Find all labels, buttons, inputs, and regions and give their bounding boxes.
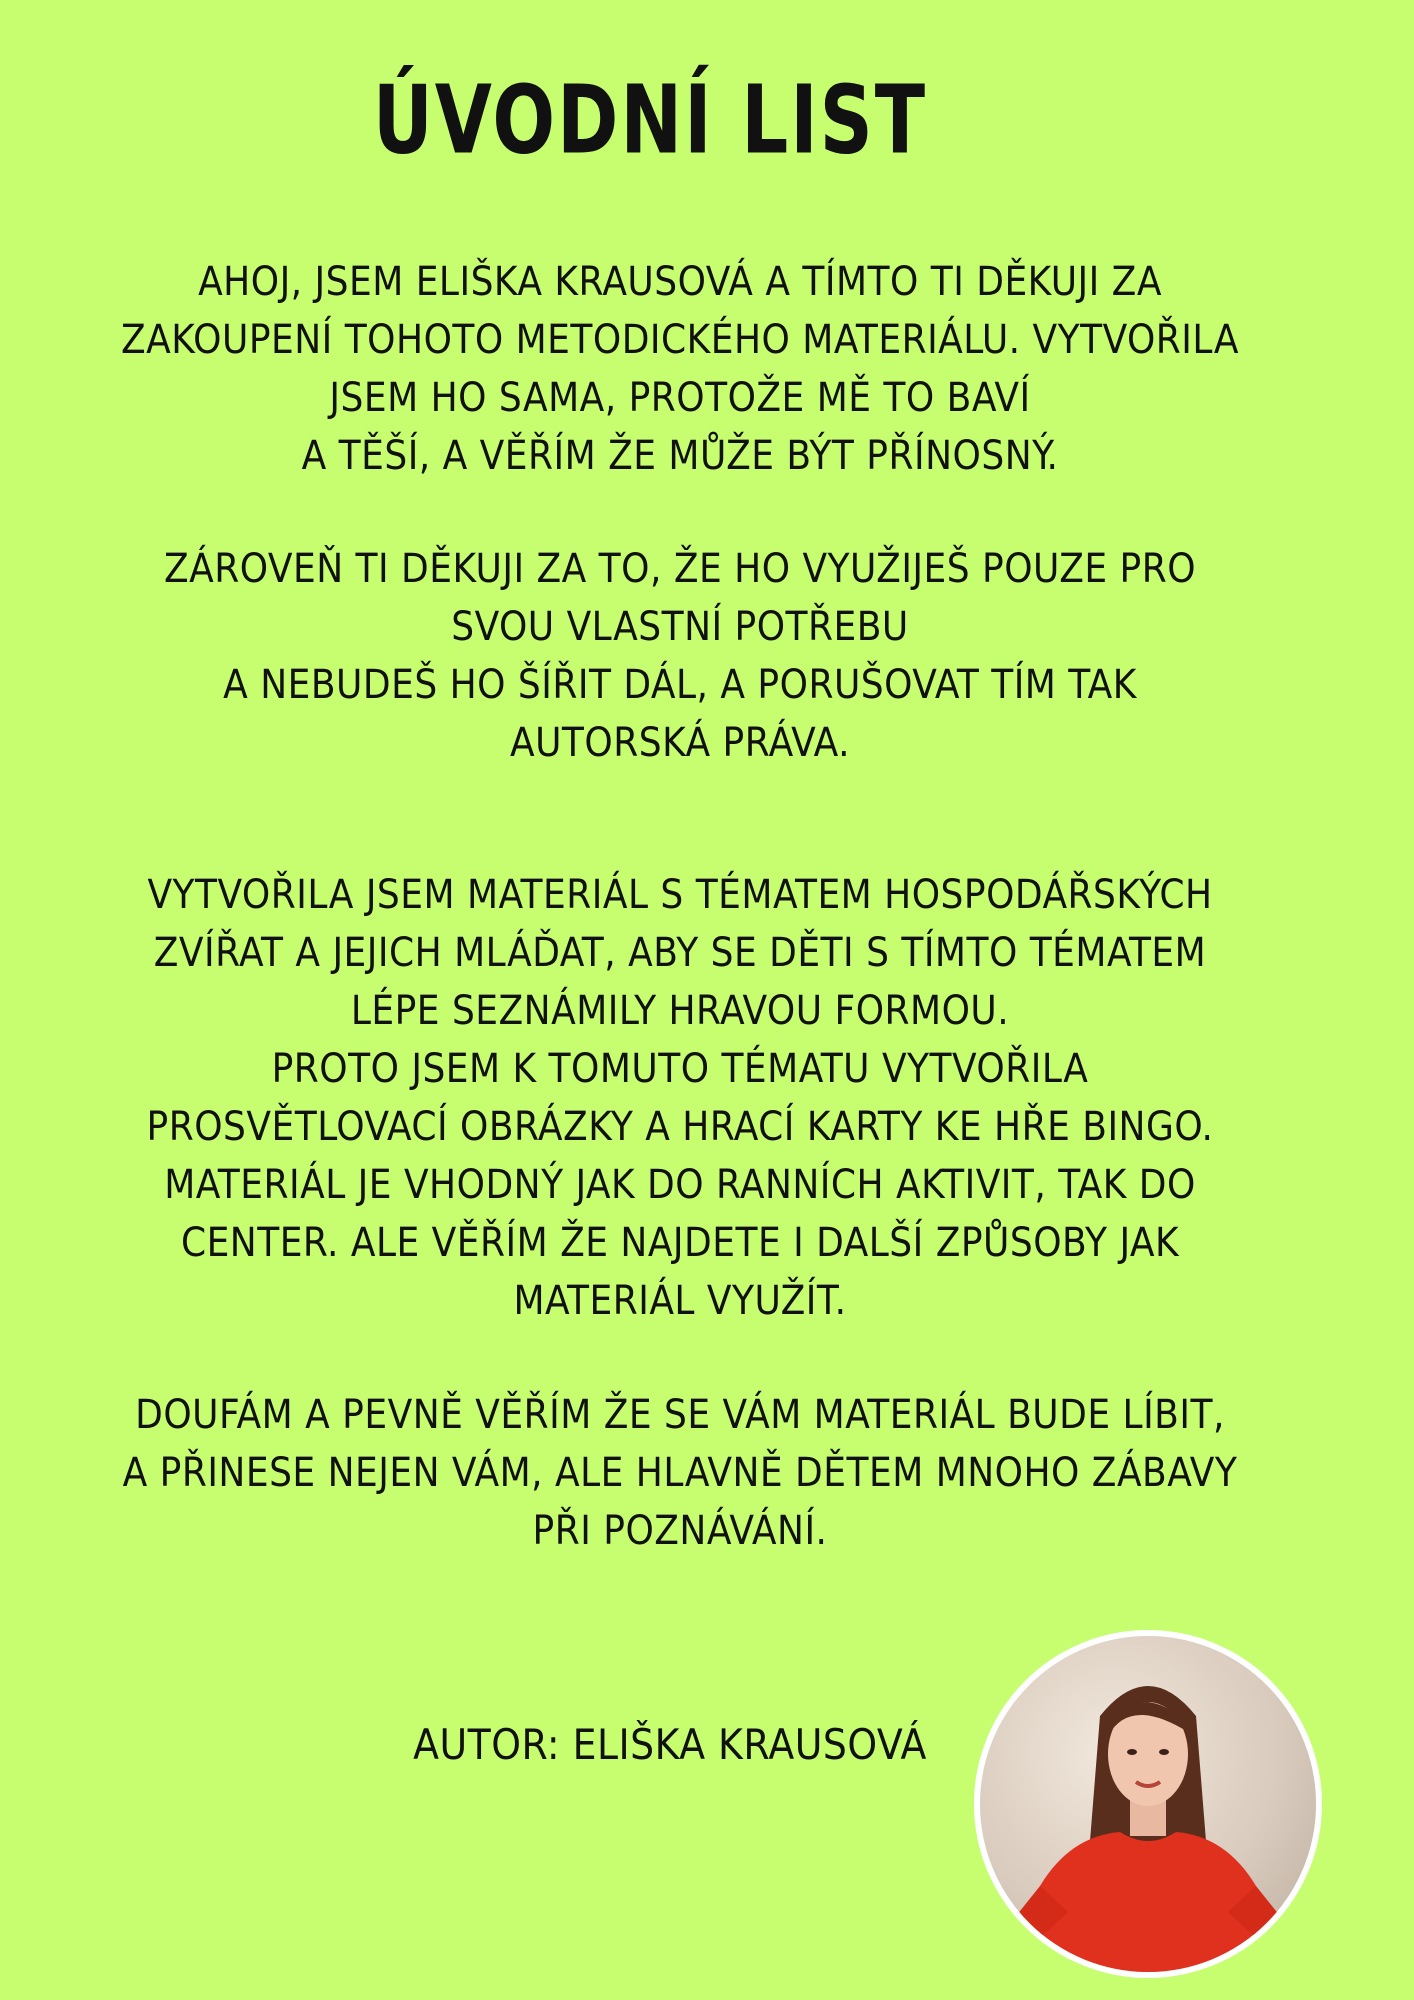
text-line: SVOU VLASTNÍ POTŘEBU (451, 604, 909, 650)
page-title: ÚVODNÍ LIST (372, 66, 928, 176)
text-line: A TĚŠÍ, A VĚŘÍM ŽE MŮŽE BÝT PŘÍNOSNÝ. (301, 433, 1059, 479)
paragraph-intro (60, 253, 1300, 485)
eye-shape (1127, 1749, 1137, 1755)
author-portrait-illustration (980, 1636, 1316, 1972)
paragraph-closing (60, 1386, 1300, 1560)
text-line: ZAKOUPENÍ TOHOTO METODICKÉHO MATERIÁLU. VYTVOŘILA (121, 317, 1239, 363)
text-line: A NEBUDEŠ HO ŠÍŘIT DÁL, A PORUŠOVAT TÍM TAK (223, 662, 1137, 708)
text-line: LÉPE SEZNÁMILY HRAVOU FORMOU. (350, 988, 1010, 1034)
text-line: CENTER. ALE VĚŘÍM ŽE NAJDETE I DALŠÍ ZPŮSOBY JAK (180, 1220, 1180, 1266)
text-line: ZÁROVEŇ TI DĚKUJI ZA TO, ŽE HO VYUŽIJEŠ POUZE PRO (163, 546, 1197, 592)
paragraph-copyright (60, 540, 1300, 772)
text-line: MATERIÁL VYUŽÍT. (513, 1278, 847, 1324)
text-line: AHOJ, JSEM ELIŠKA KRAUSOVÁ A TÍMTO TI DĚKUJI ZA (198, 259, 1162, 305)
eye-shape (1159, 1749, 1169, 1755)
text-line: DOUFÁM A PEVNĚ VĚŘÍM ŽE SE VÁM MATERIÁL BUDE LÍBIT, (135, 1392, 1225, 1438)
text-line: ZVÍŘAT A JEJICH MLÁĎAT, ABY SE DĚTI S TÍMTO TÉMATEM (153, 930, 1207, 976)
text-line: PROTO JSEM K TOMUTO TÉMATU VYTVOŘILA (271, 1046, 1089, 1092)
text-line: PŘI POZNÁVÁNÍ. (532, 1508, 828, 1554)
text-line: VYTVOŘILA JSEM MATERIÁL S TÉMATEM HOSPODÁŘSKÝCH (147, 872, 1213, 918)
text-line: A PŘINESE NEJEN VÁM, ALE HLAVNĚ DĚTEM MNOHO ZÁBAVY (122, 1450, 1238, 1496)
author-photo (974, 1630, 1322, 1978)
text-line: MATERIÁL JE VHODNÝ JAK DO RANNÍCH AKTIVIT, TAK DO (164, 1162, 1196, 1208)
text-line: AUTORSKÁ PRÁVA. (509, 720, 851, 766)
text-line: PROSVĚTLOVACÍ OBRÁZKY A HRACÍ KARTY KE HŘE BINGO. (146, 1104, 1214, 1150)
text-line: JSEM HO SAMA, PROTOŽE MĚ TO BAVÍ (329, 375, 1031, 421)
paragraph-material-description (60, 866, 1300, 1330)
author-signature: AUTOR: ELIŠKA KRAUSOVÁ (413, 1720, 927, 1769)
